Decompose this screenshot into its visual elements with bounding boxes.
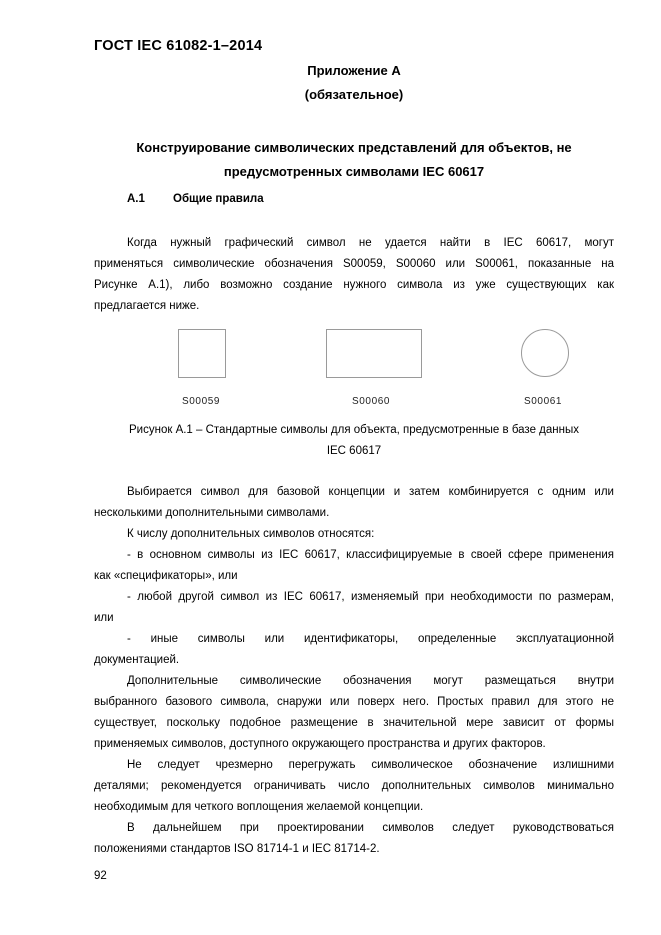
symbol-s00061-circle [521, 329, 569, 377]
document-header: ГОСТ IEC 61082-1–2014 [94, 38, 263, 54]
p8-line-2: положениями стандартов ISO 81714-1 и IEC 81714-2. [94, 843, 380, 855]
p5-line-2: документацией. [94, 654, 180, 666]
p8-line-1: В дальнейшем при проектировании символов следует руководствоваться [127, 822, 614, 834]
p4-line-1: - любой другой символ из IEC 60617, изменяемый при необходимости по размерам, [127, 591, 614, 603]
section-title [94, 136, 614, 184]
p2-line-1: К числу дополнительных символов относятся: [127, 528, 375, 540]
p7-line-3: необходимым для четкого воплощения желаемой концепции. [94, 801, 424, 813]
figure-caption [94, 420, 614, 462]
figure-caption-line-1: Рисунок А.1 – Стандартные символы для объекта, предусмотренные в базе данных [129, 424, 579, 436]
p6-line-3: существует, поскольку подобное размещение в значительной мере зависит от формы [94, 717, 614, 729]
p6-line-1: Дополнительные символические обозначения могут размещаться внутри [127, 675, 614, 687]
clause-number: А.1 [127, 193, 145, 205]
p4-line-2: или [94, 612, 114, 624]
annex-title: Приложение А [307, 63, 401, 78]
p7-line-2: деталями; рекомендуется ограничивать число дополнительных символов минимально [94, 780, 614, 792]
intro-line-1: Когда нужный графический символ не удается найти в IEC 60617, могут [127, 237, 614, 249]
p6-line-2: выбранного базового символа, снаружи или поверх него. Простых правил для этого не [94, 696, 614, 708]
intro-line-4: предлагается ниже. [94, 300, 200, 312]
p7-line-1: Не следует чрезмерно перегружать символическое обозначение излишними [127, 759, 614, 771]
intro-line-2: применяться символические обозначения S00059, S00060 или S00061, показанные на [94, 258, 614, 270]
symbol-s00059-square [178, 329, 226, 378]
symbol-label-s00060: S00060 [352, 396, 391, 407]
symbol-label-s00059: S00059 [182, 396, 221, 407]
annex-status: (обязательное) [304, 87, 404, 102]
p5-line-1: - иные символы или идентификаторы, определенные эксплуатационной [127, 633, 614, 645]
p1-line-1: Выбирается символ для базовой концепции и затем комбинируется с одним или [127, 486, 614, 498]
figure-caption-line-2: IEC 60617 [326, 445, 382, 457]
section-title-line-2: предусмотренных символами IEC 60617 [223, 164, 485, 179]
p6-line-4: применяемых символов, доступного окружающего пространства и других факторов. [94, 738, 546, 750]
intro-line-3: Рисунке А.1), либо возможно создание нужного символа из уже существующих как [94, 279, 614, 291]
page-number: 92 [94, 870, 107, 882]
symbol-label-s00061: S00061 [524, 396, 563, 407]
symbol-s00060-rectangle [326, 329, 422, 378]
section-title-line-1: Конструирование символических представлений для объектов, не [136, 140, 572, 155]
p1-line-2: несколькими дополнительными символами. [94, 507, 330, 519]
p3-line-1: - в основном символы из IEC 60617, классифицируемые в своей сфере применения [127, 549, 614, 561]
p3-line-2: как «спецификаторы», или [94, 570, 238, 582]
main-body [94, 482, 614, 860]
intro-paragraph [94, 233, 614, 317]
clause-title: Общие правила [173, 193, 264, 205]
